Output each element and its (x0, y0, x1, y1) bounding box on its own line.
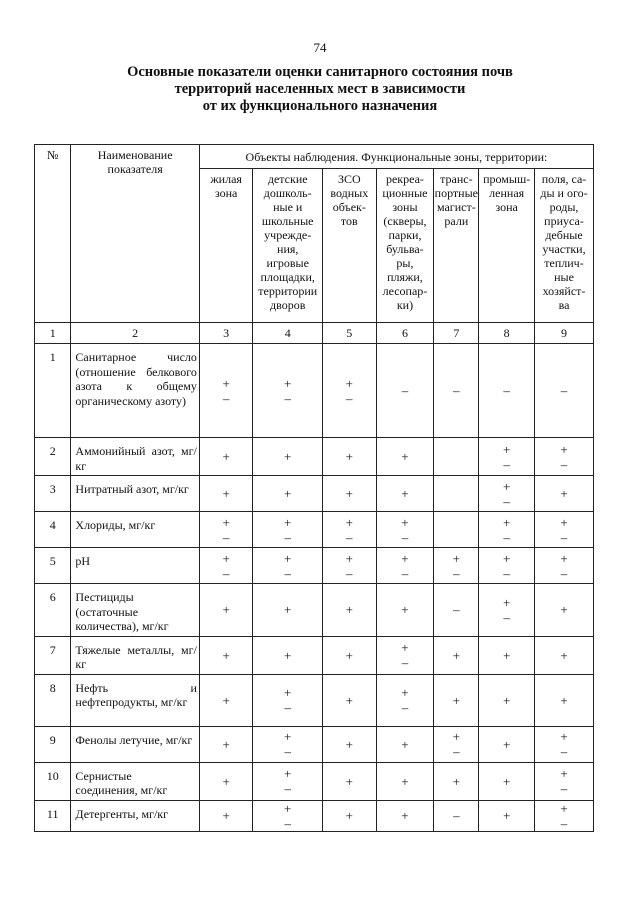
zone-header-line: учрежде- (264, 228, 312, 242)
zone-mark-cell (323, 584, 377, 637)
indicator-name: Нефть и нефтепродукты, мг/кг (71, 674, 199, 726)
mark-symbol: + (560, 647, 568, 663)
mark-symbol: + (345, 486, 353, 501)
column-number: 4 (253, 323, 323, 344)
mark-symbol: – (284, 390, 291, 406)
mark-symbol: + (345, 773, 353, 789)
zone-header-line: бульва- (386, 242, 424, 256)
zone-mark-cell (535, 726, 594, 762)
zone-header-line: промыш- (483, 172, 531, 186)
header-zone-1 (199, 169, 253, 323)
zone-mark-cell (479, 762, 535, 800)
zone-mark-cell (376, 476, 434, 512)
zone-header-line: тов (340, 214, 358, 228)
table-row (35, 762, 594, 800)
indicator-name: Детергенты, мг/кг (71, 800, 199, 831)
column-number: 1 (35, 323, 71, 344)
mark-symbol: + (560, 550, 568, 566)
header-zone-3 (323, 169, 377, 323)
zone-mark-cell (376, 344, 434, 438)
mark-symbol: + (284, 647, 292, 663)
table-row (35, 476, 594, 512)
mark-symbol: – (503, 456, 510, 472)
zone-mark-cell (199, 674, 253, 726)
zone-header-line: жилая (210, 172, 242, 186)
zone-mark-cell (376, 674, 434, 726)
header-name: Наименование показателя (71, 145, 199, 323)
zone-mark-cell (535, 674, 594, 726)
zone-mark-cell (253, 762, 323, 800)
mark-symbol: – (401, 383, 409, 398)
mark-symbol: – (560, 456, 568, 472)
indicators-table (34, 144, 594, 832)
mark-symbol: + (560, 602, 568, 618)
indicator-name: Пестициды (остаточные количества), мг/кг (71, 584, 199, 637)
mark-symbol: – (284, 700, 291, 715)
mark-symbol: + (502, 647, 511, 663)
mark-symbol: – (453, 602, 460, 618)
header-zone-7 (535, 169, 594, 323)
zone-mark-cell (434, 726, 479, 762)
mark-symbol: – (453, 808, 460, 823)
table-row (35, 584, 594, 637)
header-zones-group: Объекты наблюдения. Функциональные зоны, территории: (199, 145, 593, 169)
zone-mark-cell (199, 800, 253, 831)
mark-symbol: – (453, 565, 460, 581)
zone-mark-cell (199, 344, 253, 438)
zone-mark-cell (479, 800, 535, 831)
mark-symbol: + (401, 449, 409, 464)
title-line-3: от их функционального назначения (202, 98, 438, 114)
zone-mark-cell (323, 636, 377, 674)
zone-mark-cell (535, 344, 594, 438)
mark-symbol: – (560, 815, 568, 831)
zone-mark-cell (434, 584, 479, 637)
zone-mark-cell (323, 438, 377, 476)
zone-header-line: парки, (388, 228, 422, 242)
mark-symbol: – (401, 655, 409, 670)
mark-symbol: + (222, 692, 230, 708)
mark-symbol: + (345, 550, 353, 566)
zone-header-line: магист- (436, 200, 476, 214)
document-title (90, 64, 550, 115)
zone-mark-cell (535, 548, 594, 584)
zone-mark-cell (479, 512, 535, 548)
zone-header-line: транс- (440, 172, 473, 186)
zone-mark-cell (376, 512, 434, 548)
mark-symbol: – (222, 390, 230, 406)
indicator-name: pH (71, 548, 199, 584)
mark-symbol: + (502, 514, 511, 530)
zone-header-line: хозяйст- (542, 284, 586, 298)
zone-mark-cell (535, 800, 594, 831)
mark-symbol: + (401, 640, 409, 655)
mark-symbol: + (284, 602, 292, 618)
zone-mark-cell (323, 344, 377, 438)
zone-mark-cell (434, 636, 479, 674)
zone-mark-cell (376, 584, 434, 637)
column-number: 5 (323, 323, 377, 344)
mark-symbol: – (346, 565, 353, 581)
zone-header-line: рали (444, 214, 469, 228)
column-number: 6 (376, 323, 434, 344)
zone-mark-cell (323, 726, 377, 762)
zone-mark-cell (479, 636, 535, 674)
zone-header-line: игровые (266, 256, 309, 270)
zone-mark-cell (253, 476, 323, 512)
mark-symbol: + (222, 550, 230, 566)
mark-symbol: + (345, 692, 353, 708)
table-row (35, 674, 594, 726)
zone-header-line: (скверы, (383, 214, 427, 228)
zone-header-line: ленная (489, 186, 525, 200)
row-number: 4 (35, 512, 71, 548)
mark-symbol: + (502, 736, 511, 752)
mark-symbol: + (452, 773, 461, 789)
mark-symbol: – (284, 815, 291, 831)
zone-mark-cell (434, 438, 479, 476)
mark-symbol: + (401, 550, 409, 566)
mark-symbol: – (503, 565, 510, 581)
mark-symbol: + (401, 514, 409, 530)
mark-symbol: + (401, 486, 409, 501)
zone-header-line: детские (267, 172, 308, 186)
zone-mark-cell (199, 438, 253, 476)
indicator-name: Фенолы летучие, мг/кг (71, 726, 199, 762)
mark-symbol: – (284, 529, 291, 545)
mark-symbol: + (560, 514, 568, 530)
mark-symbol: + (222, 647, 230, 663)
zone-mark-cell (479, 548, 535, 584)
zone-header-line: ры, (396, 256, 414, 270)
zone-mark-cell (434, 800, 479, 831)
mark-symbol: – (560, 744, 568, 759)
mark-symbol: + (345, 514, 353, 530)
mark-symbol: + (284, 514, 292, 530)
zone-mark-cell (535, 762, 594, 800)
zone-mark-cell (535, 476, 594, 512)
zone-mark-cell (253, 800, 323, 831)
header-zone-5 (434, 169, 479, 323)
mark-symbol: + (345, 449, 353, 464)
mark-symbol: + (401, 773, 409, 789)
zone-mark-cell (434, 548, 479, 584)
mark-symbol: – (284, 565, 291, 581)
zone-header-line: ные и (273, 200, 303, 214)
mark-symbol: + (284, 375, 292, 391)
zone-header-line: школьные (261, 214, 314, 228)
row-number: 3 (35, 476, 71, 512)
mark-symbol: – (284, 744, 291, 759)
zone-header-line: ки) (396, 298, 414, 312)
mark-symbol: + (222, 486, 230, 501)
zone-header-line: ционные (382, 186, 428, 200)
mark-symbol: + (502, 773, 511, 789)
column-number: 3 (199, 323, 253, 344)
column-number: 7 (434, 323, 479, 344)
zone-mark-cell (479, 726, 535, 762)
zone-header-line: территории (258, 284, 318, 298)
zone-mark-cell (323, 762, 377, 800)
mark-symbol: + (452, 550, 461, 566)
mark-symbol: + (222, 449, 230, 464)
row-number: 10 (35, 762, 71, 800)
zone-header-line: ды и ого- (540, 186, 588, 200)
mark-symbol: + (284, 685, 292, 700)
zone-mark-cell (253, 512, 323, 548)
zone-header-line: ные (554, 270, 574, 284)
mark-symbol: + (502, 478, 511, 494)
mark-symbol: – (401, 700, 409, 715)
mark-symbol: + (345, 647, 353, 663)
zone-header-line: дворов (270, 298, 306, 312)
zone-header-line: дошколь- (263, 186, 312, 200)
mark-symbol: + (401, 736, 409, 752)
title-line-2: территорий населенных мест в зависимости (174, 81, 466, 97)
mark-symbol: + (284, 729, 292, 744)
mark-symbol: + (222, 602, 230, 618)
mark-symbol: + (284, 766, 292, 781)
mark-symbol: – (503, 529, 510, 545)
mark-symbol: + (401, 808, 409, 823)
mark-symbol: + (401, 602, 409, 618)
mark-symbol: – (222, 565, 230, 581)
row-number: 1 (35, 344, 71, 438)
mark-symbol: + (452, 729, 461, 744)
zone-mark-cell (479, 674, 535, 726)
table-row (35, 548, 594, 584)
title-line-1: Основные показатели оценки санитарного состояния почв (127, 64, 513, 80)
mark-symbol: + (560, 729, 568, 744)
zone-mark-cell (376, 762, 434, 800)
mark-symbol: + (560, 441, 568, 457)
mark-symbol: + (284, 449, 292, 464)
zone-header-line: приуса- (544, 214, 584, 228)
mark-symbol: + (345, 375, 353, 391)
mark-symbol: – (503, 383, 510, 398)
mark-symbol: + (222, 808, 230, 823)
mark-symbol: – (503, 609, 510, 625)
zone-mark-cell (323, 476, 377, 512)
zone-mark-cell (323, 512, 377, 548)
mark-symbol: – (401, 529, 409, 545)
indicator-name: Хлориды, мг/кг (71, 512, 199, 548)
mark-symbol: – (560, 781, 568, 796)
mark-symbol: + (560, 766, 568, 781)
zone-header-line: зоны (392, 200, 418, 214)
mark-symbol: + (452, 647, 461, 663)
zone-mark-cell (434, 512, 479, 548)
mark-symbol: + (560, 692, 568, 708)
zone-mark-cell (434, 674, 479, 726)
row-number: 8 (35, 674, 71, 726)
zone-mark-cell (323, 674, 377, 726)
zone-mark-cell (434, 762, 479, 800)
zone-mark-cell (376, 726, 434, 762)
table-row (35, 344, 594, 438)
mark-symbol: + (502, 594, 511, 610)
zone-mark-cell (535, 438, 594, 476)
zone-header-line: площадки, (260, 270, 315, 284)
zone-mark-cell (253, 438, 323, 476)
zone-mark-cell (376, 438, 434, 476)
zone-header-line: поля, са- (541, 172, 587, 186)
mark-symbol: – (560, 565, 568, 581)
zone-mark-cell (199, 512, 253, 548)
zone-header-line: объек- (332, 200, 366, 214)
mark-symbol: + (452, 692, 461, 708)
zone-mark-cell (323, 548, 377, 584)
zone-mark-cell (535, 636, 594, 674)
mark-symbol: + (222, 736, 230, 752)
mark-symbol: – (453, 744, 460, 759)
zone-mark-cell (535, 584, 594, 637)
zone-mark-cell (479, 438, 535, 476)
zone-header-line: рекреа- (385, 172, 424, 186)
mark-symbol: – (346, 529, 353, 545)
zone-mark-cell (199, 726, 253, 762)
mark-symbol: + (560, 486, 568, 501)
zone-header-line: ЗСО (337, 172, 361, 186)
row-number: 5 (35, 548, 71, 584)
zone-mark-cell (376, 800, 434, 831)
zone-header-line: водных (330, 186, 369, 200)
mark-symbol: + (502, 550, 511, 566)
zone-header-line: портные (434, 186, 478, 200)
mark-symbol: – (401, 565, 409, 581)
zone-header-line: пляжи, (387, 270, 423, 284)
mark-symbol: + (502, 441, 511, 457)
row-number: 7 (35, 636, 71, 674)
header-no: № (35, 145, 71, 323)
indicator-name: Санитарное число (отношение белкового азота к общему органическому азоту) (71, 344, 199, 438)
table-row (35, 726, 594, 762)
zone-mark-cell (376, 548, 434, 584)
zone-mark-cell (253, 344, 323, 438)
mark-symbol: – (222, 529, 230, 545)
row-number: 11 (35, 800, 71, 831)
mark-symbol: + (401, 685, 409, 700)
mark-symbol: + (502, 808, 511, 823)
header-zone-2 (253, 169, 323, 323)
mark-symbol: – (346, 390, 353, 406)
zone-header-line: лесопар- (382, 284, 428, 298)
zone-mark-cell (253, 636, 323, 674)
mark-symbol: + (284, 550, 292, 566)
zone-mark-cell (479, 344, 535, 438)
mark-symbol: + (560, 800, 568, 816)
zone-header-line: роды, (549, 200, 579, 214)
mark-symbol: – (560, 529, 568, 545)
zone-header-line: зона (495, 200, 518, 214)
mark-symbol: + (284, 486, 292, 501)
mark-symbol: + (345, 736, 353, 752)
zone-header-line: дебные (545, 228, 583, 242)
zone-mark-cell (199, 548, 253, 584)
zone-mark-cell (479, 584, 535, 637)
mark-symbol: + (284, 800, 292, 816)
zone-mark-cell (199, 584, 253, 637)
page-number: 74 (313, 40, 327, 55)
zone-header-line: зона (214, 186, 238, 200)
table-row (35, 512, 594, 548)
mark-symbol: + (345, 602, 353, 618)
mark-symbol: + (222, 514, 230, 530)
zone-mark-cell (434, 344, 479, 438)
table-row (35, 438, 594, 476)
mark-symbol: + (222, 773, 230, 789)
row-number: 9 (35, 726, 71, 762)
row-number: 6 (35, 584, 71, 637)
zone-mark-cell (376, 636, 434, 674)
mark-symbol: – (560, 383, 568, 398)
indicator-name: Нитратный азот, мг/кг (71, 476, 199, 512)
zone-mark-cell (253, 674, 323, 726)
table-row (35, 800, 594, 831)
mark-symbol: – (284, 781, 291, 796)
zone-header-line: ния, (277, 242, 299, 256)
column-number: 2 (71, 323, 199, 344)
zone-header-line: теплич- (544, 256, 584, 270)
indicator-name: Тяжелые металлы, мг/кг (71, 636, 199, 674)
zone-mark-cell (199, 636, 253, 674)
indicator-name: Сернистые соединения, мг/кг (71, 762, 199, 800)
zone-mark-cell (199, 762, 253, 800)
mark-symbol: – (503, 493, 510, 509)
column-number: 9 (535, 323, 594, 344)
header-zone-4 (376, 169, 434, 323)
header-zone-6 (479, 169, 535, 323)
mark-symbol: + (222, 375, 230, 391)
zone-header-line: участки, (542, 242, 586, 256)
zone-mark-cell (535, 512, 594, 548)
zone-mark-cell (323, 800, 377, 831)
zone-mark-cell (253, 584, 323, 637)
zone-mark-cell (434, 476, 479, 512)
zone-mark-cell (253, 726, 323, 762)
zone-mark-cell (199, 476, 253, 512)
zone-mark-cell (253, 548, 323, 584)
row-number: 2 (35, 438, 71, 476)
mark-symbol: + (502, 692, 511, 708)
zone-mark-cell (479, 476, 535, 512)
mark-symbol: + (345, 808, 353, 823)
column-number: 8 (479, 323, 535, 344)
mark-symbol: – (453, 383, 460, 398)
table-row (35, 636, 594, 674)
indicator-name: Аммонийный азот, мг/кг (71, 438, 199, 476)
zone-header-line: ва (558, 298, 570, 312)
